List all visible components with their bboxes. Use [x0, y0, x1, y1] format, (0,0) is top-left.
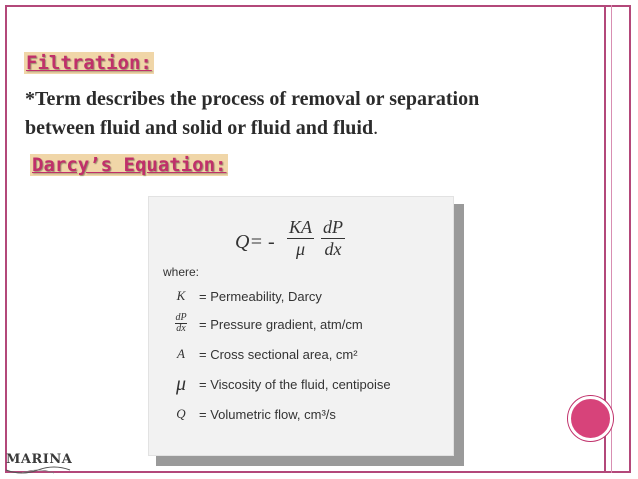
- darcy-equation: [235, 217, 355, 269]
- equation-box: [148, 196, 454, 456]
- definition-line-2: between fluid and solid or fluid and fluid: [25, 117, 374, 139]
- filtration-heading: Filtration:: [26, 52, 152, 74]
- definition-text: = Pressure gradient, atm/cm: [199, 316, 363, 332]
- definition-row-a: [167, 343, 358, 365]
- decorative-circle: [568, 396, 613, 441]
- equation-fraction-dp-dx: [321, 217, 345, 260]
- symbol-dp: dP: [175, 312, 187, 323]
- darcy-heading: Darcy’s Equation:: [32, 154, 227, 176]
- where-label: where:: [163, 265, 200, 279]
- symbol-dx: dx: [176, 323, 186, 334]
- fraction-denominator-dx: dx: [324, 239, 342, 259]
- equation-lhs: Q= -: [235, 231, 275, 253]
- equation-fraction-ka-mu: [287, 217, 314, 260]
- marina-logo: [2, 452, 74, 474]
- definition-text: = Cross sectional area, cm²: [199, 346, 358, 362]
- fraction-denominator-mu: μ: [295, 239, 306, 259]
- fraction-numerator-ka: KA: [289, 217, 313, 237]
- definition-row-dpdx: [167, 313, 363, 335]
- definition-text: = Volumetric flow, cm³/s: [199, 406, 336, 422]
- logo-text: MARINA: [6, 452, 73, 467]
- symbol-a: A: [177, 346, 185, 361]
- fraction-numerator-dp: dP: [323, 217, 343, 237]
- symbol-dpdx: [167, 313, 195, 335]
- definition-row-mu: [167, 373, 391, 395]
- definition-period: .: [373, 117, 379, 139]
- definition-row-k: [167, 285, 322, 307]
- definition-line-1: *Term describes the process of removal or separation: [25, 88, 480, 110]
- symbol-k: K: [176, 288, 186, 303]
- decorative-rule-thin: [611, 5, 612, 473]
- filtration-definition: [25, 85, 605, 143]
- symbol-mu: μ: [175, 372, 187, 395]
- definition-row-q: [167, 403, 336, 425]
- definition-text: = Viscosity of the fluid, centipoise: [199, 376, 391, 392]
- definition-text: = Permeability, Darcy: [199, 288, 322, 304]
- symbol-q: Q: [176, 406, 186, 421]
